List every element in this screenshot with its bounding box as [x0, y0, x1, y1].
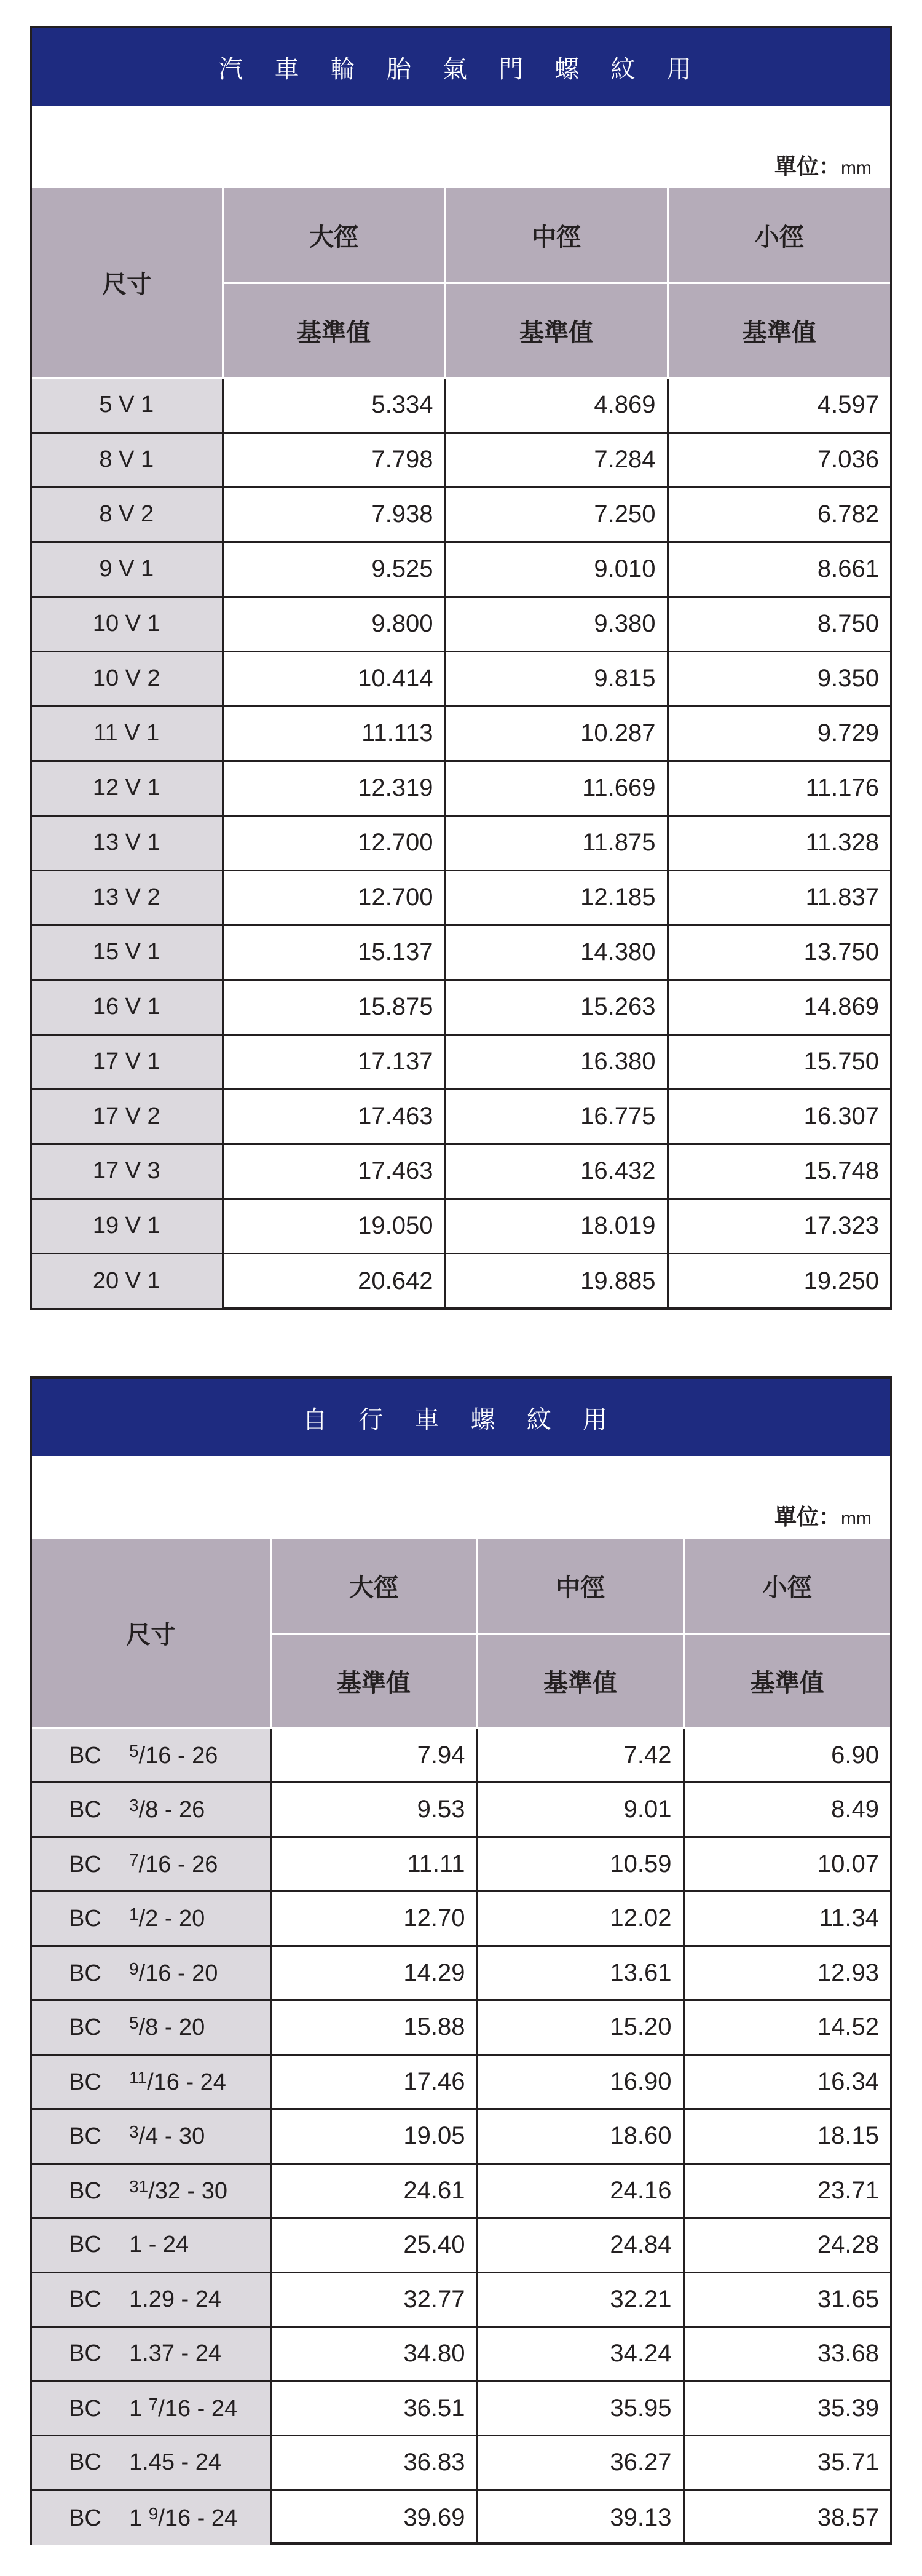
- minor-diameter-cell: 9.729: [668, 706, 890, 761]
- table-row: [32, 1783, 890, 1837]
- major-diameter-cell: 17.137: [223, 1034, 445, 1089]
- pitch-diameter-cell: 14.380: [445, 925, 668, 980]
- size-prefix: BC: [69, 1742, 101, 1769]
- table-row: [32, 2490, 890, 2545]
- size-cell: 11 V 1: [32, 706, 223, 761]
- size-cell: [32, 1837, 270, 1892]
- size-prefix: BC: [69, 1906, 101, 1932]
- size-cell: [32, 1783, 270, 1837]
- size-prefix: BC: [69, 2015, 101, 2041]
- size-cell: 16 V 1: [32, 980, 223, 1034]
- size-prefix: BC: [69, 2395, 101, 2422]
- size-remainder: /16 - 24: [158, 2505, 238, 2531]
- size-numerator: 3: [129, 2122, 139, 2142]
- size-prefix: BC: [69, 2505, 101, 2531]
- major-diameter-cell: 7.798: [223, 432, 445, 487]
- size-numerator: 7: [148, 2394, 159, 2414]
- pitch-diameter-cell: 10.59: [477, 1837, 684, 1892]
- major-diameter-cell: 15.875: [223, 980, 445, 1034]
- size-numerator: 1: [129, 1904, 139, 1924]
- table-row: [32, 1034, 890, 1089]
- minor-diameter-cell: 13.750: [668, 925, 890, 980]
- size-remainder: /16 - 26: [138, 1742, 218, 1769]
- major-diameter-cell: 11.11: [270, 1837, 477, 1892]
- pitch-diameter-cell: 12.02: [477, 1892, 684, 1946]
- major-diameter-cell: 24.61: [270, 2163, 477, 2218]
- size-cell: 9 V 1: [32, 542, 223, 596]
- size-numerator: 11: [129, 2067, 148, 2087]
- pitch-diameter-cell: 9.380: [445, 596, 668, 651]
- table-row: [32, 487, 890, 542]
- pitch-diameter-cell: 7.250: [445, 487, 668, 542]
- table-row: [32, 706, 890, 761]
- table-row: [32, 1144, 890, 1199]
- table-row: [32, 1089, 890, 1144]
- minor-diameter-cell: 8.750: [668, 596, 890, 651]
- pitch-diameter-cell: 15.263: [445, 980, 668, 1034]
- major-diameter-cell: 20.642: [223, 1253, 445, 1308]
- major-diameter-cell: 9.525: [223, 542, 445, 596]
- size-remainder: /16 - 24: [147, 2069, 226, 2095]
- size-cell: [32, 2055, 270, 2109]
- major-diameter-cell: 9.53: [270, 1783, 477, 1837]
- pitch-diameter-cell: 7.42: [477, 1728, 684, 1783]
- pitch-diameter-cell: 15.20: [477, 2000, 684, 2055]
- size-cell: 12 V 1: [32, 761, 223, 815]
- minor-diameter-cell: 19.250: [668, 1253, 890, 1308]
- pitch-diameter-cell: 7.284: [445, 432, 668, 487]
- pitch-diameter-cell: 24.84: [477, 2218, 684, 2273]
- size-cell: [32, 2272, 270, 2327]
- pitch-diameter-cell: 18.019: [445, 1199, 668, 1253]
- minor-diameter-cell: 9.350: [668, 651, 890, 706]
- size-cell: [32, 2218, 270, 2273]
- major-diameter-cell: 7.938: [223, 487, 445, 542]
- size-remainder: 1.37 - 24: [129, 2340, 221, 2367]
- pitch-diameter-cell: 39.13: [477, 2490, 684, 2545]
- size-remainder: /32 - 30: [148, 2178, 228, 2204]
- major-diameter-cell: 17.463: [223, 1089, 445, 1144]
- size-cell: [32, 1946, 270, 2000]
- size-numerator: 7: [129, 1850, 139, 1869]
- size-cell: [32, 1728, 270, 1783]
- size-cell: 8 V 2: [32, 487, 223, 542]
- table-row: [32, 2381, 890, 2436]
- major-diameter-cell: 7.94: [270, 1728, 477, 1783]
- unit-row: [32, 106, 890, 188]
- table-row: [32, 1253, 890, 1308]
- minor-diameter-header: 小徑: [684, 1539, 890, 1633]
- minor-diameter-cell: 17.323: [668, 1199, 890, 1253]
- pitch-diameter-cell: 16.432: [445, 1144, 668, 1199]
- size-numerator: 5: [129, 2013, 139, 2033]
- size-numerator: 5: [129, 1741, 139, 1761]
- table-row: [32, 542, 890, 596]
- pitch-diameter-header: 中徑: [445, 188, 668, 283]
- size-cell: 5 V 1: [32, 378, 223, 432]
- size-prefix: BC: [69, 1851, 101, 1877]
- table-row: [32, 596, 890, 651]
- pitch-diameter-cell: 16.90: [477, 2055, 684, 2109]
- minor-diameter-header: 小徑: [668, 188, 890, 283]
- unit-value: mm: [841, 158, 872, 178]
- size-cell: 10 V 1: [32, 596, 223, 651]
- pitch-diameter-cell: 10.287: [445, 706, 668, 761]
- table-row: [32, 2272, 890, 2327]
- table-row: [32, 1892, 890, 1946]
- size-prefix: BC: [69, 2069, 101, 2095]
- table-row: [32, 2218, 890, 2273]
- table-row: [32, 1837, 890, 1892]
- size-whole: 1: [129, 2395, 149, 2422]
- minor-diameter-cell: 16.34: [684, 2055, 890, 2109]
- size-remainder: /16 - 20: [138, 1960, 218, 1986]
- size-remainder: /2 - 20: [138, 1906, 205, 1932]
- table-row: [32, 815, 890, 870]
- size-cell: [32, 2436, 270, 2491]
- minor-diameter-cell: 11.34: [684, 1892, 890, 1946]
- minor-diameter-cell: 38.57: [684, 2490, 890, 2545]
- table-row: [32, 2436, 890, 2491]
- size-prefix: BC: [69, 2178, 101, 2204]
- table-row: [32, 651, 890, 706]
- size-whole: 1: [129, 2505, 149, 2531]
- size-remainder: /4 - 30: [138, 2123, 205, 2150]
- table-title: 自 行 車 螺 紋 用: [32, 1379, 890, 1456]
- unit-label: [774, 149, 872, 181]
- size-prefix: BC: [69, 2123, 101, 2150]
- size-remainder: 1.29 - 24: [129, 2286, 221, 2312]
- table-row: [32, 1946, 890, 2000]
- minor-diameter-cell: 15.748: [668, 1144, 890, 1199]
- unit-label-text: 單位：: [774, 1504, 841, 1529]
- size-remainder: /16 - 24: [158, 2395, 238, 2422]
- pitch-diameter-cell: 19.885: [445, 1253, 668, 1308]
- table-row: [32, 2163, 890, 2218]
- minor-diameter-cell: 11.176: [668, 761, 890, 815]
- minor-diameter-cell: 11.837: [668, 870, 890, 925]
- minor-diameter-cell: 16.307: [668, 1089, 890, 1144]
- unit-label: [774, 1500, 872, 1531]
- table-row: [32, 925, 890, 980]
- basic-value-header: 基準值: [223, 283, 445, 378]
- minor-diameter-cell: 31.65: [684, 2272, 890, 2327]
- size-cell: 19 V 1: [32, 1199, 223, 1253]
- unit-value: mm: [841, 1508, 872, 1529]
- size-cell: [32, 2327, 270, 2382]
- pitch-diameter-cell: 4.869: [445, 378, 668, 432]
- basic-value-header: 基準值: [270, 1633, 477, 1728]
- unit-row: [32, 1456, 890, 1539]
- pitch-diameter-cell: 9.01: [477, 1783, 684, 1837]
- table-row: [32, 2000, 890, 2055]
- minor-diameter-cell: 14.869: [668, 980, 890, 1034]
- pitch-diameter-cell: 34.24: [477, 2327, 684, 2382]
- pitch-diameter-header: 中徑: [477, 1539, 684, 1633]
- pitch-diameter-cell: 11.669: [445, 761, 668, 815]
- size-prefix: BC: [69, 2340, 101, 2367]
- minor-diameter-cell: 11.328: [668, 815, 890, 870]
- major-diameter-cell: 32.77: [270, 2272, 477, 2327]
- table-row: [32, 432, 890, 487]
- bicycle-thread-table-panel: [30, 1376, 892, 2545]
- minor-diameter-cell: 14.52: [684, 2000, 890, 2055]
- table-row: [32, 2055, 890, 2109]
- minor-diameter-cell: 18.15: [684, 2109, 890, 2164]
- size-numerator: 3: [129, 1796, 139, 1815]
- minor-diameter-cell: 6.90: [684, 1728, 890, 1783]
- size-remainder: 1.45 - 24: [129, 2449, 221, 2476]
- size-cell: [32, 2163, 270, 2218]
- major-diameter-cell: 17.463: [223, 1144, 445, 1199]
- minor-diameter-cell: 23.71: [684, 2163, 890, 2218]
- table-row: [32, 378, 890, 432]
- size-header: 尺寸: [32, 1539, 270, 1728]
- pitch-diameter-cell: 9.815: [445, 651, 668, 706]
- size-prefix: BC: [69, 2286, 101, 2312]
- minor-diameter-cell: 6.782: [668, 487, 890, 542]
- table-row: [32, 1199, 890, 1253]
- minor-diameter-cell: 15.750: [668, 1034, 890, 1089]
- minor-diameter-cell: 24.28: [684, 2218, 890, 2273]
- table-row: [32, 2109, 890, 2164]
- minor-diameter-cell: 12.93: [684, 1946, 890, 2000]
- size-cell: 20 V 1: [32, 1253, 223, 1308]
- minor-diameter-cell: 10.07: [684, 1837, 890, 1892]
- size-remainder: /8 - 26: [138, 1797, 205, 1823]
- size-cell: [32, 1892, 270, 1946]
- major-diameter-cell: 10.414: [223, 651, 445, 706]
- minor-diameter-cell: 8.661: [668, 542, 890, 596]
- size-cell: 17 V 1: [32, 1034, 223, 1089]
- size-prefix: BC: [69, 2449, 101, 2476]
- size-cell: 10 V 2: [32, 651, 223, 706]
- major-diameter-cell: 39.69: [270, 2490, 477, 2545]
- table-row: [32, 870, 890, 925]
- basic-value-header: 基準值: [477, 1633, 684, 1728]
- size-prefix: BC: [69, 1797, 101, 1823]
- valve-thread-table-panel: [30, 26, 892, 1310]
- pitch-diameter-cell: 12.185: [445, 870, 668, 925]
- table-row: [32, 980, 890, 1034]
- size-cell: 13 V 2: [32, 870, 223, 925]
- size-cell: 17 V 3: [32, 1144, 223, 1199]
- major-diameter-cell: 14.29: [270, 1946, 477, 2000]
- size-numerator: 9: [148, 2503, 159, 2523]
- size-cell: 15 V 1: [32, 925, 223, 980]
- major-diameter-cell: 25.40: [270, 2218, 477, 2273]
- basic-value-header: 基準值: [668, 283, 890, 378]
- table-row: [32, 2327, 890, 2382]
- table-row: [32, 761, 890, 815]
- minor-diameter-cell: 7.036: [668, 432, 890, 487]
- pitch-diameter-cell: 24.16: [477, 2163, 684, 2218]
- size-cell: [32, 2109, 270, 2164]
- size-prefix: BC: [69, 2232, 101, 2258]
- size-cell: 8 V 1: [32, 432, 223, 487]
- major-diameter-cell: 15.88: [270, 2000, 477, 2055]
- size-cell: [32, 2000, 270, 2055]
- pitch-diameter-cell: 36.27: [477, 2436, 684, 2491]
- major-diameter-cell: 11.113: [223, 706, 445, 761]
- major-diameter-cell: 19.050: [223, 1199, 445, 1253]
- major-diameter-cell: 36.83: [270, 2436, 477, 2491]
- major-diameter-cell: 19.05: [270, 2109, 477, 2164]
- pitch-diameter-cell: 16.775: [445, 1089, 668, 1144]
- major-diameter-cell: 12.70: [270, 1892, 477, 1946]
- pitch-diameter-cell: 35.95: [477, 2381, 684, 2436]
- size-header: 尺寸: [32, 188, 223, 378]
- minor-diameter-cell: 33.68: [684, 2327, 890, 2382]
- size-cell: [32, 2490, 270, 2545]
- bicycle-thread-table: [32, 1539, 890, 2545]
- size-remainder: /16 - 26: [138, 1851, 218, 1877]
- major-diameter-cell: 12.700: [223, 870, 445, 925]
- pitch-diameter-cell: 18.60: [477, 2109, 684, 2164]
- major-diameter-header: 大徑: [223, 188, 445, 283]
- size-remainder: 1 - 24: [129, 2232, 189, 2258]
- table-title: 汽 車 輪 胎 氣 門 螺 紋 用: [32, 28, 890, 106]
- pitch-diameter-cell: 32.21: [477, 2272, 684, 2327]
- major-diameter-cell: 17.46: [270, 2055, 477, 2109]
- pitch-diameter-cell: 9.010: [445, 542, 668, 596]
- unit-label-text: 單位：: [774, 154, 841, 179]
- major-diameter-cell: 5.334: [223, 378, 445, 432]
- size-remainder: /8 - 20: [138, 2015, 205, 2041]
- major-diameter-cell: 12.700: [223, 815, 445, 870]
- major-diameter-cell: 15.137: [223, 925, 445, 980]
- size-numerator: 9: [129, 1959, 139, 1978]
- table-row: [32, 1728, 890, 1783]
- major-diameter-cell: 9.800: [223, 596, 445, 651]
- minor-diameter-cell: 4.597: [668, 378, 890, 432]
- major-diameter-cell: 34.80: [270, 2327, 477, 2382]
- major-diameter-header: 大徑: [270, 1539, 477, 1633]
- major-diameter-cell: 36.51: [270, 2381, 477, 2436]
- basic-value-header: 基準值: [684, 1633, 890, 1728]
- size-prefix: BC: [69, 1960, 101, 1986]
- size-numerator: 31: [129, 2176, 149, 2196]
- minor-diameter-cell: 35.71: [684, 2436, 890, 2491]
- minor-diameter-cell: 8.49: [684, 1783, 890, 1837]
- size-cell: 13 V 1: [32, 815, 223, 870]
- major-diameter-cell: 12.319: [223, 761, 445, 815]
- valve-thread-table: [32, 188, 890, 1308]
- basic-value-header: 基準值: [445, 283, 668, 378]
- pitch-diameter-cell: 16.380: [445, 1034, 668, 1089]
- pitch-diameter-cell: 11.875: [445, 815, 668, 870]
- size-cell: 17 V 2: [32, 1089, 223, 1144]
- pitch-diameter-cell: 13.61: [477, 1946, 684, 2000]
- size-cell: [32, 2381, 270, 2436]
- minor-diameter-cell: 35.39: [684, 2381, 890, 2436]
